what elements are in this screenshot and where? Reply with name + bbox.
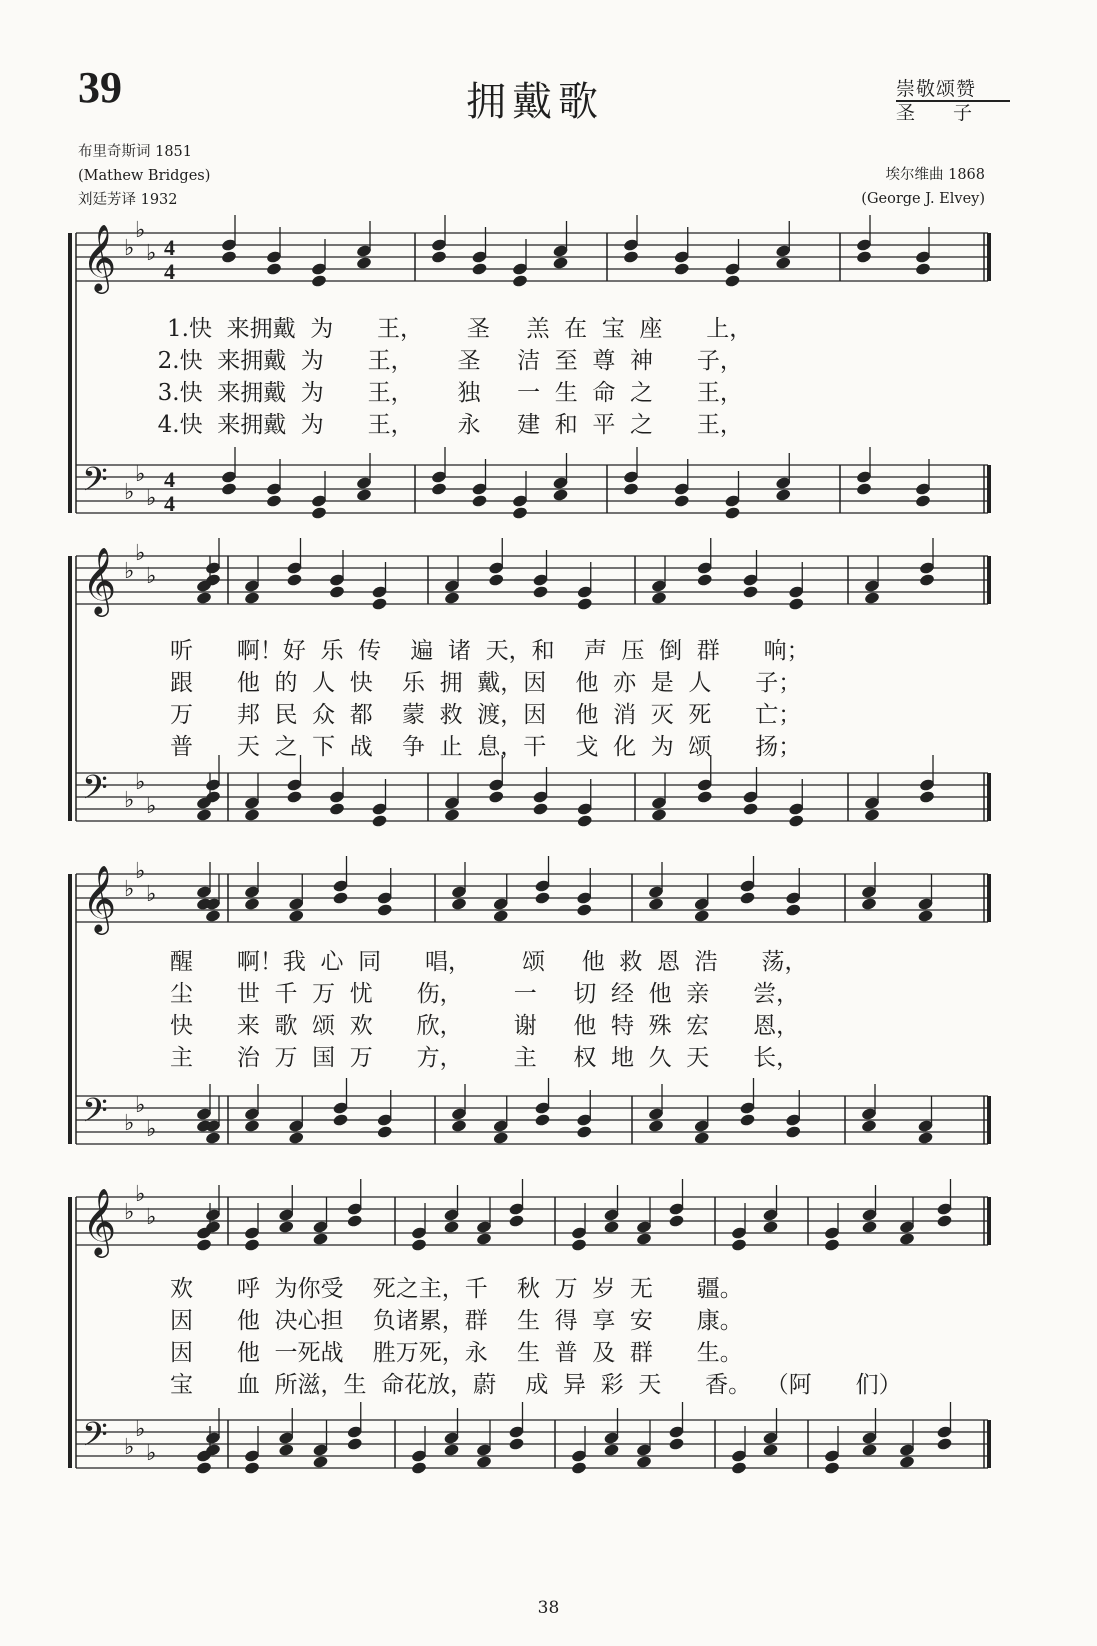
system-bracket bbox=[68, 556, 72, 821]
flat-icon: ♭ bbox=[135, 770, 146, 795]
note-head bbox=[917, 909, 934, 923]
note-head bbox=[444, 808, 461, 822]
note-head bbox=[856, 482, 873, 496]
lyricist-english: (Mathew Bridges) bbox=[78, 168, 211, 184]
note-head bbox=[742, 585, 759, 599]
note-head bbox=[603, 1220, 620, 1234]
note-head bbox=[411, 1238, 428, 1252]
note-head bbox=[288, 909, 305, 923]
flat-icon: ♭ bbox=[135, 1417, 146, 1442]
flat-icon: ♭ bbox=[124, 559, 135, 584]
note-head bbox=[861, 1119, 878, 1133]
flat-icon: ♭ bbox=[124, 1200, 135, 1225]
note-head bbox=[824, 1238, 841, 1252]
note-head bbox=[492, 1131, 509, 1145]
end-barline bbox=[987, 1197, 991, 1245]
note-head bbox=[329, 802, 346, 816]
lyric-line: 3.快 来拥戴 为 王， 独 一 生 命 之 王， bbox=[143, 380, 743, 406]
note-head bbox=[899, 1455, 916, 1469]
flat-icon: ♭ bbox=[146, 882, 157, 907]
lyric-line: 欢 呼 为你受 死之主，千 秋 万 岁 无 疆。 bbox=[170, 1276, 743, 1302]
flat-icon: ♭ bbox=[135, 1182, 146, 1207]
composer-credit: 埃尔维曲 1868 bbox=[885, 167, 985, 183]
note-head bbox=[576, 597, 593, 611]
note-head bbox=[356, 488, 373, 502]
note-head bbox=[443, 1443, 460, 1457]
lyric-line: 普 天 之 下 战 争 止 息，干 戈 化 为 颂 扬； bbox=[170, 734, 802, 760]
note-head bbox=[742, 802, 759, 816]
note-head bbox=[431, 250, 448, 264]
note-head bbox=[576, 1125, 593, 1139]
note-head bbox=[205, 909, 222, 923]
note-head bbox=[696, 790, 713, 804]
note-head bbox=[693, 1131, 710, 1145]
bass-clef-icon: 𝄢 bbox=[82, 769, 108, 815]
note-head bbox=[775, 256, 792, 270]
note-head bbox=[731, 1238, 748, 1252]
system-bracket bbox=[68, 233, 72, 513]
note-head bbox=[915, 262, 932, 276]
treble-clef-icon: 𝄞 bbox=[82, 223, 117, 291]
note-head bbox=[651, 591, 668, 605]
note-head bbox=[443, 1220, 460, 1234]
flat-icon: ♭ bbox=[135, 462, 146, 487]
lyricist-credit: 布里奇斯词 1851 bbox=[78, 144, 193, 160]
lyric-line: 尘 世 千 万 忧 伤， 一 切 经 他 亲 尝， bbox=[170, 981, 800, 1007]
note-head bbox=[451, 897, 468, 911]
note-head bbox=[451, 1119, 468, 1133]
note-head bbox=[576, 903, 593, 917]
note-head bbox=[444, 591, 461, 605]
lyric-line: 因 他 决心担 负诸累，群 生 得 享 安 康。 bbox=[170, 1308, 743, 1334]
note-head bbox=[376, 1125, 393, 1139]
note-head bbox=[623, 250, 640, 264]
note-head bbox=[411, 1461, 428, 1475]
note-head bbox=[508, 1214, 525, 1228]
note-head bbox=[266, 262, 283, 276]
note-head bbox=[512, 506, 529, 520]
note-head bbox=[917, 1131, 934, 1145]
note-head bbox=[244, 1461, 261, 1475]
note-head bbox=[346, 1437, 363, 1451]
note-head bbox=[346, 1214, 363, 1228]
treble-clef-icon: 𝄞 bbox=[82, 546, 117, 614]
note-head bbox=[623, 482, 640, 496]
translator-credit: 刘廷芳译 1932 bbox=[78, 192, 178, 208]
note-head bbox=[244, 591, 261, 605]
note-head bbox=[673, 262, 690, 276]
note-head bbox=[376, 903, 393, 917]
note-head bbox=[471, 262, 488, 276]
flat-icon: ♭ bbox=[146, 1441, 157, 1466]
flat-icon: ♭ bbox=[124, 1435, 135, 1460]
note-head bbox=[636, 1455, 653, 1469]
note-head bbox=[371, 597, 388, 611]
note-head bbox=[731, 1461, 748, 1475]
time-signature: 4 bbox=[164, 467, 175, 492]
note-head bbox=[205, 1131, 222, 1145]
note-head bbox=[552, 488, 569, 502]
note-head bbox=[532, 802, 549, 816]
note-head bbox=[775, 488, 792, 502]
note-head bbox=[856, 250, 873, 264]
note-head bbox=[648, 1119, 665, 1133]
note-head bbox=[534, 891, 551, 905]
category-sub: 圣子 bbox=[896, 102, 1011, 124]
note-head bbox=[244, 1238, 261, 1252]
note-head bbox=[571, 1461, 588, 1475]
flat-icon: ♭ bbox=[124, 236, 135, 261]
note-head bbox=[286, 573, 303, 587]
note-head bbox=[244, 897, 261, 911]
note-head bbox=[534, 1113, 551, 1127]
note-head bbox=[919, 573, 936, 587]
hymn-number: 39 bbox=[78, 63, 122, 112]
note-head bbox=[576, 814, 593, 828]
flat-icon: ♭ bbox=[135, 859, 146, 884]
page-number: 38 bbox=[537, 1598, 560, 1618]
note-head bbox=[221, 250, 238, 264]
lyric-line: 1.快 来拥戴 为 王， 圣 羔 在 宝 座 上， bbox=[167, 316, 753, 342]
note-head bbox=[286, 790, 303, 804]
note-head bbox=[936, 1214, 953, 1228]
end-barline bbox=[987, 465, 991, 513]
end-barline bbox=[987, 1096, 991, 1144]
note-head bbox=[196, 1461, 213, 1475]
note-head bbox=[532, 585, 549, 599]
composer-english: (George J. Elvey) bbox=[861, 191, 985, 207]
time-signature: 4 bbox=[164, 491, 175, 516]
flat-icon: ♭ bbox=[124, 1111, 135, 1136]
note-head bbox=[332, 1113, 349, 1127]
note-head bbox=[724, 274, 741, 288]
note-head bbox=[471, 494, 488, 508]
note-head bbox=[552, 256, 569, 270]
lyric-line: 4.快 来拥戴 为 王， 永 建 和 平 之 王， bbox=[143, 412, 743, 438]
note-head bbox=[312, 1232, 329, 1246]
lyric-line: 万 邦 民 众 都 蒙 救 渡，因 他 消 灭 死 亡； bbox=[170, 702, 802, 728]
note-head bbox=[673, 494, 690, 508]
note-head bbox=[278, 1220, 295, 1234]
note-head bbox=[648, 897, 665, 911]
note-head bbox=[788, 814, 805, 828]
flat-icon: ♭ bbox=[146, 486, 157, 511]
time-signature: 4 bbox=[164, 259, 175, 284]
end-barline bbox=[987, 1420, 991, 1468]
lyric-line: 快 来 歌 颂 欢 欣， 谢 他 特 殊 宏 恩， bbox=[170, 1013, 800, 1039]
note-head bbox=[356, 256, 373, 270]
note-head bbox=[861, 1443, 878, 1457]
flat-icon: ♭ bbox=[124, 788, 135, 813]
note-head bbox=[371, 814, 388, 828]
note-head bbox=[739, 891, 756, 905]
category-main: 崇敬颂赞 bbox=[896, 78, 1010, 102]
note-head bbox=[492, 909, 509, 923]
note-head bbox=[919, 790, 936, 804]
note-head bbox=[936, 1437, 953, 1451]
note-head bbox=[196, 1238, 213, 1252]
flat-icon: ♭ bbox=[146, 1117, 157, 1142]
lyric-line: 2.快 来拥戴 为 王， 圣 洁 至 尊 神 子， bbox=[143, 348, 743, 374]
hymn-title: 拥戴歌 bbox=[466, 79, 604, 125]
flat-icon: ♭ bbox=[146, 1205, 157, 1230]
note-head bbox=[571, 1238, 588, 1252]
flat-icon: ♭ bbox=[146, 794, 157, 819]
lyric-line: 听 啊！好 乐 传 遍 诸 天，和 声 压 倒 群 响； bbox=[170, 638, 810, 664]
end-barline bbox=[987, 773, 991, 821]
note-head bbox=[311, 506, 328, 520]
note-head bbox=[244, 1119, 261, 1133]
note-head bbox=[476, 1232, 493, 1246]
flat-icon: ♭ bbox=[135, 218, 146, 243]
system-bracket bbox=[68, 874, 72, 1144]
flat-icon: ♭ bbox=[146, 241, 157, 266]
note-head bbox=[861, 1220, 878, 1234]
note-head bbox=[311, 274, 328, 288]
note-head bbox=[221, 482, 238, 496]
note-head bbox=[651, 808, 668, 822]
system-bracket bbox=[68, 1197, 72, 1468]
note-head bbox=[278, 1443, 295, 1457]
note-head bbox=[196, 591, 213, 605]
bass-clef-icon: 𝄢 bbox=[82, 1092, 108, 1138]
note-head bbox=[476, 1455, 493, 1469]
time-signature: 4 bbox=[164, 235, 175, 260]
note-head bbox=[762, 1443, 779, 1457]
note-head bbox=[824, 1461, 841, 1475]
note-head bbox=[266, 494, 283, 508]
note-head bbox=[899, 1232, 916, 1246]
note-head bbox=[668, 1437, 685, 1451]
note-head bbox=[785, 1125, 802, 1139]
note-head bbox=[724, 506, 741, 520]
note-head bbox=[636, 1232, 653, 1246]
lyric-line: 跟 他 的 人 快 乐 拥 戴，因 他 亦 是 人 子； bbox=[170, 670, 802, 696]
note-head bbox=[864, 808, 881, 822]
note-head bbox=[915, 494, 932, 508]
note-head bbox=[739, 1113, 756, 1127]
lyric-line: 因 他 一死战 胜万死，永 生 普 及 群 生。 bbox=[170, 1340, 743, 1366]
lyric-line: 主 治 万 国 万 方， 主 权 地 久 天 长， bbox=[170, 1045, 800, 1071]
note-head bbox=[332, 891, 349, 905]
treble-clef-icon: 𝄞 bbox=[82, 864, 117, 932]
note-head bbox=[431, 482, 448, 496]
end-barline bbox=[987, 874, 991, 922]
note-head bbox=[329, 585, 346, 599]
end-barline bbox=[987, 233, 991, 281]
note-head bbox=[488, 790, 505, 804]
note-head bbox=[488, 573, 505, 587]
note-head bbox=[864, 591, 881, 605]
flat-icon: ♭ bbox=[135, 1093, 146, 1118]
note-head bbox=[512, 274, 529, 288]
lyric-line: 宝 血 所滋，生 命花放，蔚 成 异 彩 天 香。 （阿 们） bbox=[170, 1372, 902, 1398]
note-head bbox=[693, 909, 710, 923]
flat-icon: ♭ bbox=[124, 480, 135, 505]
note-head bbox=[861, 897, 878, 911]
flat-icon: ♭ bbox=[124, 877, 135, 902]
note-head bbox=[312, 1455, 329, 1469]
note-head bbox=[244, 808, 261, 822]
note-head bbox=[785, 903, 802, 917]
flat-icon: ♭ bbox=[146, 564, 157, 589]
note-head bbox=[696, 573, 713, 587]
treble-clef-icon: 𝄞 bbox=[82, 1187, 117, 1255]
lyric-line: 醒 啊！我 心 同 唱， 颂 他 救 恩 浩 荡， bbox=[170, 949, 808, 975]
bass-clef-icon: 𝄢 bbox=[82, 1416, 108, 1462]
note-head bbox=[196, 808, 213, 822]
note-head bbox=[508, 1437, 525, 1451]
note-head bbox=[603, 1443, 620, 1457]
end-barline bbox=[987, 556, 991, 604]
note-head bbox=[288, 1131, 305, 1145]
note-head bbox=[668, 1214, 685, 1228]
bass-clef-icon: 𝄢 bbox=[82, 461, 108, 507]
flat-icon: ♭ bbox=[135, 541, 146, 566]
note-head bbox=[762, 1220, 779, 1234]
note-head bbox=[788, 597, 805, 611]
